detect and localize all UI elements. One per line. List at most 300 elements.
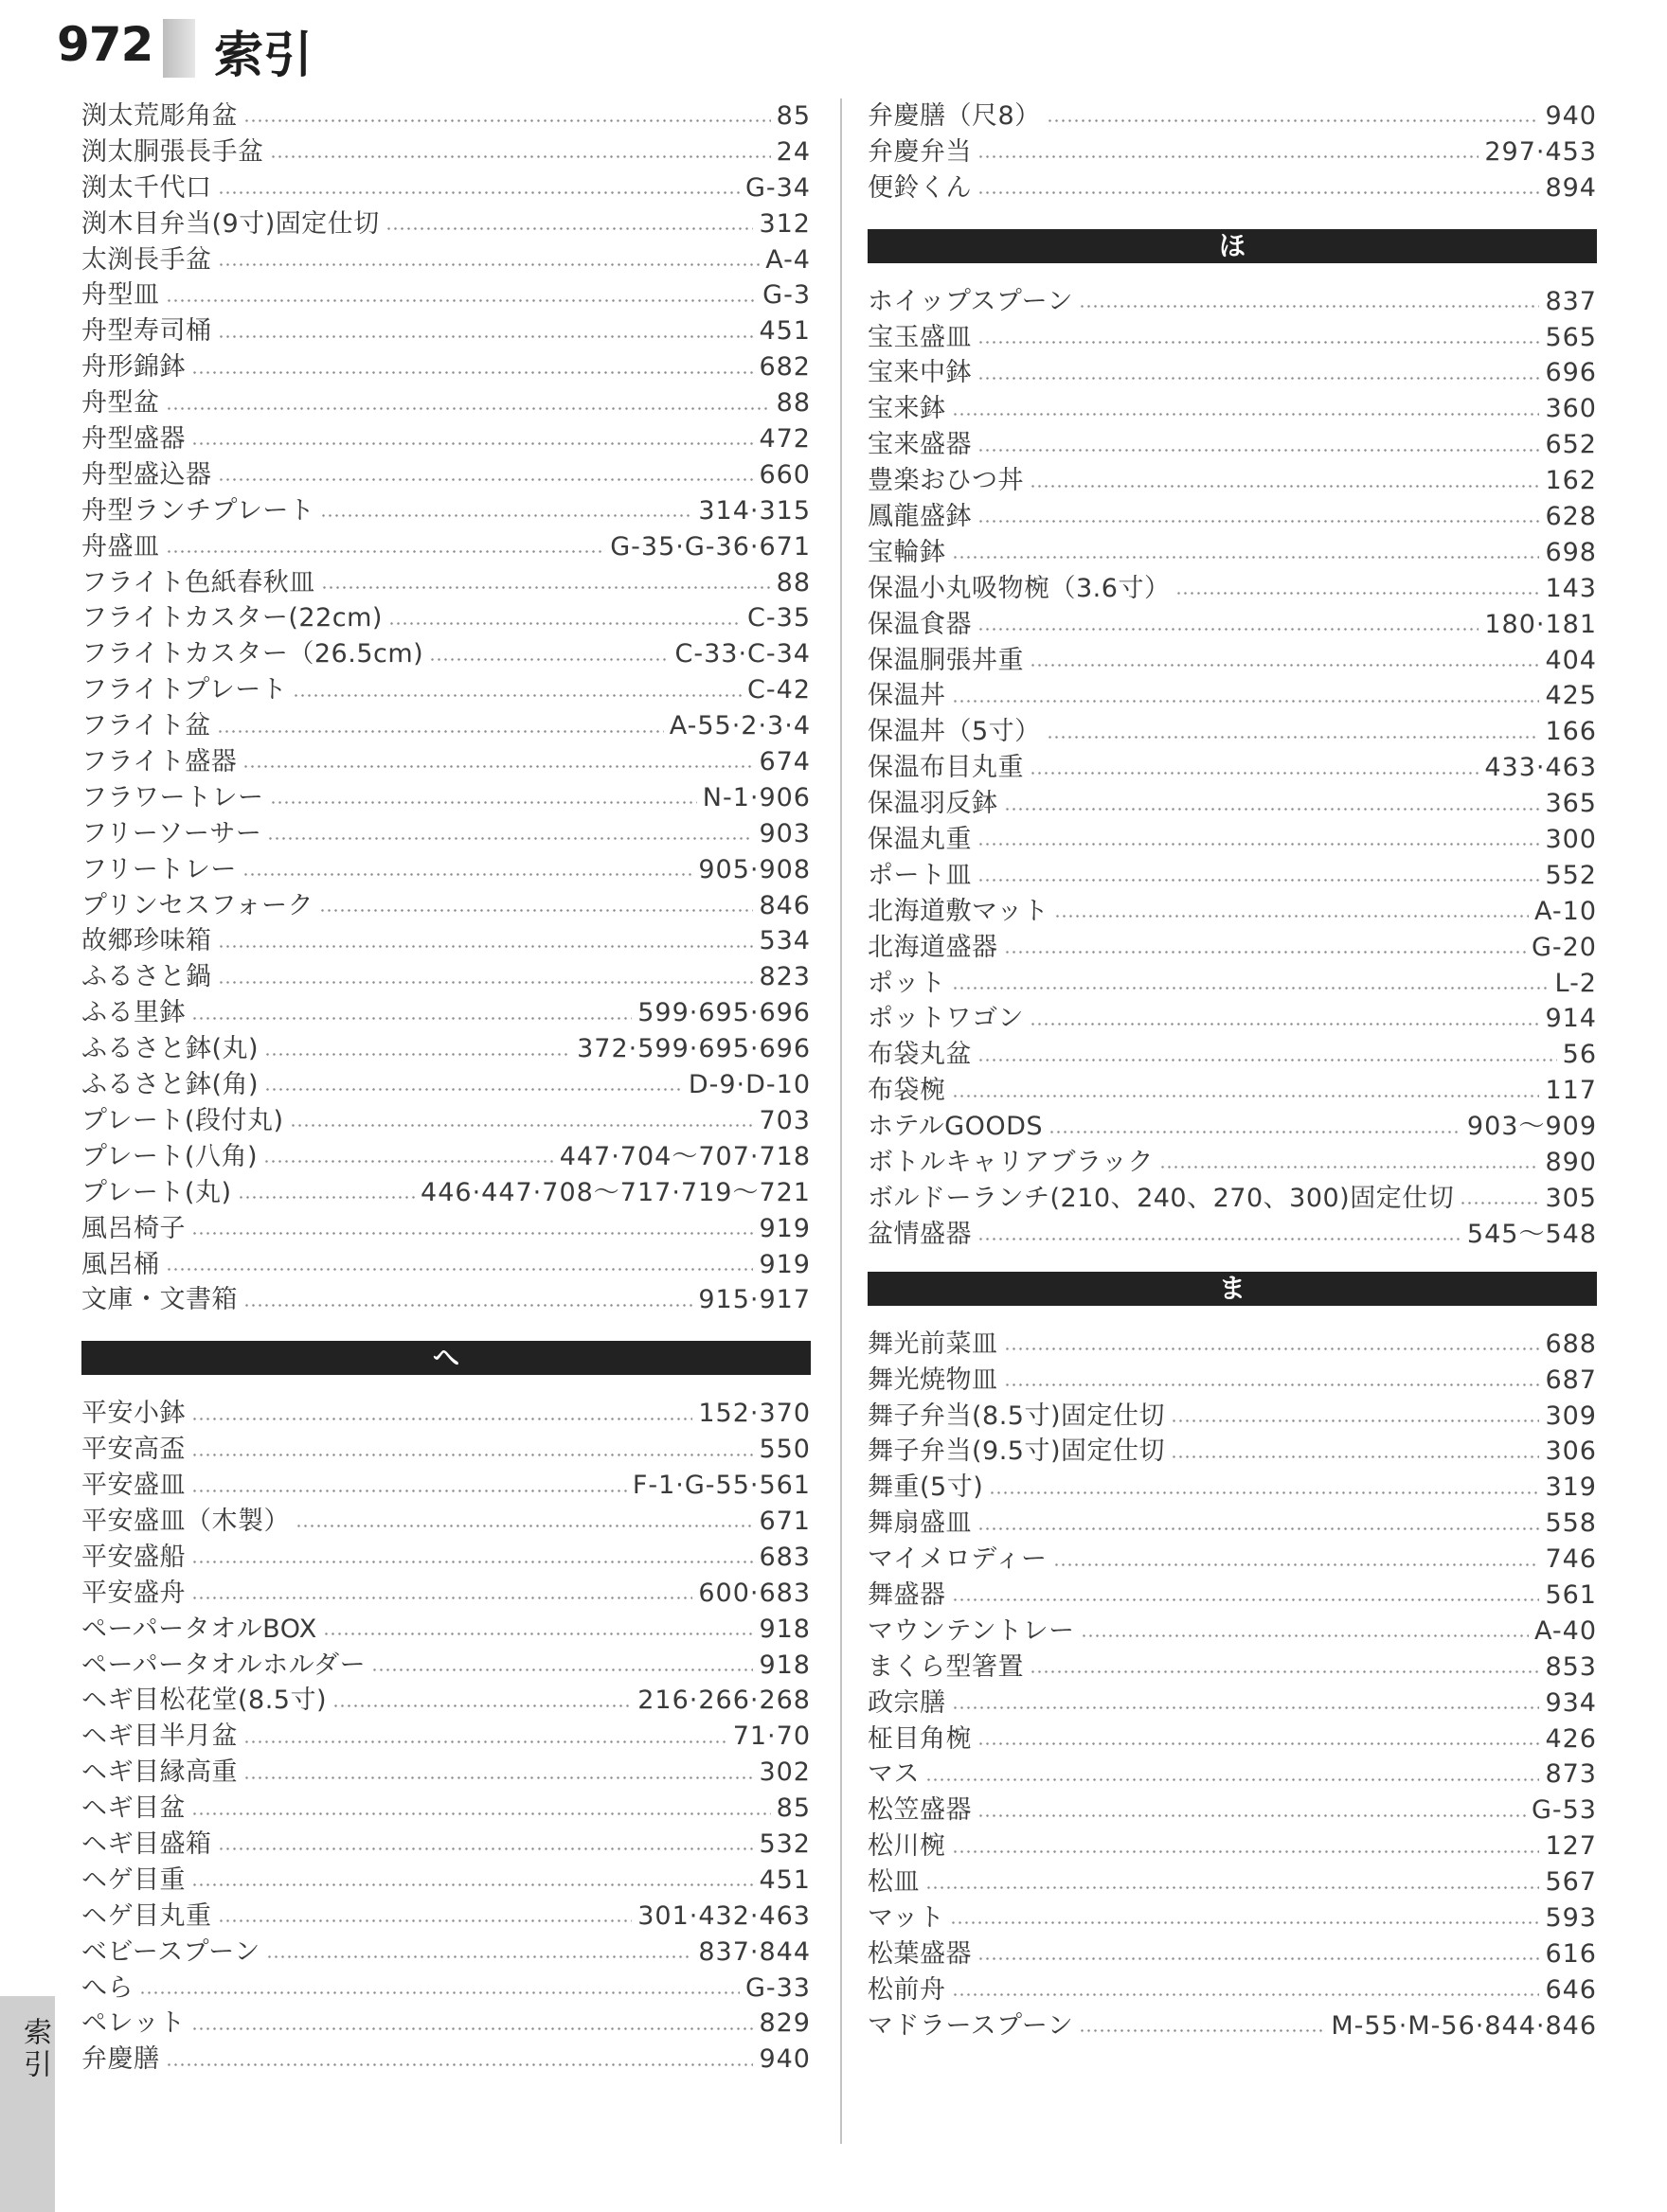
entry-pages: 674 [759, 747, 811, 777]
entry-pages: 56 [1562, 1040, 1597, 1070]
index-entry [81, 98, 811, 134]
entry-pages: 472 [759, 424, 811, 455]
index-entry [868, 1864, 1597, 1900]
entry-name: 豊楽おひつ丼 [868, 466, 1024, 496]
entry-pages: 404 [1545, 645, 1597, 675]
dot-leader [218, 1847, 754, 1850]
index-entry [81, 206, 811, 242]
entry-pages: 746 [1545, 1544, 1597, 1575]
entry-pages: 446·447·708～717·719～721 [421, 1177, 811, 1207]
entry-pages: 903～909 [1466, 1112, 1597, 1142]
entry-pages: 71·70 [732, 1721, 811, 1752]
dot-leader [1030, 485, 1539, 488]
entry-name: ポート皿 [868, 860, 972, 890]
entry-name: 弁慶弁当 [868, 136, 972, 167]
entry-pages: 682 [759, 352, 811, 383]
dot-leader [1004, 808, 1540, 811]
dot-leader [191, 1597, 692, 1599]
entry-name: 北海道敷マット [868, 896, 1049, 926]
entry-name: まくら型箸置 [868, 1651, 1024, 1682]
dot-leader [1049, 1131, 1461, 1133]
entry-list [868, 284, 1597, 1253]
entry-name: ベビースプーン [81, 1936, 260, 1967]
entry-name: ふるさと鉢(角) [81, 1070, 260, 1100]
entry-pages: 545～548 [1466, 1219, 1597, 1249]
entry-name: フリートレー [81, 854, 237, 884]
dot-leader [952, 1706, 1540, 1709]
dot-leader [139, 1991, 740, 1994]
index-entry [868, 1217, 1597, 1253]
index-entry [868, 391, 1597, 427]
entry-name: へら [81, 1972, 134, 2003]
index-entry [81, 1175, 811, 1211]
entry-name: 松笠盛器 [868, 1795, 972, 1826]
entry-pages: 873 [1545, 1759, 1597, 1790]
entry-name: 保温丼 [868, 681, 946, 711]
index-entry [81, 349, 811, 385]
index-entry [81, 529, 811, 565]
entry-name: ヘギ目松花堂(8.5寸) [81, 1686, 328, 1716]
entry-name: 舟型皿 [81, 280, 160, 311]
entry-pages: 696 [1545, 358, 1597, 388]
dot-leader [977, 843, 1539, 846]
dot-leader [166, 2063, 754, 2066]
entry-name: 松前舟 [868, 1974, 946, 2005]
index-entry [868, 822, 1597, 858]
entry-name: 舞盛器 [868, 1579, 946, 1610]
index-entry [81, 1211, 811, 1247]
entry-name: 舟型盛込器 [81, 459, 212, 490]
dot-leader [191, 1017, 632, 1020]
entry-pages: 85 [776, 101, 811, 131]
entry-pages: G-35·G-36·671 [610, 531, 811, 562]
entry-name: プレート(丸) [81, 1177, 232, 1207]
entry-name: 松皿 [868, 1867, 920, 1898]
index-entry [868, 1757, 1597, 1793]
entry-name: 舞子弁当(8.5寸)固定仕切 [868, 1400, 1166, 1431]
dot-leader [191, 442, 753, 445]
entry-pages: 552 [1545, 860, 1597, 890]
entry-pages: 302 [759, 1757, 811, 1788]
index-entry [81, 242, 811, 278]
entry-name: 政宗膳 [868, 1687, 946, 1718]
entry-name: ポット [868, 968, 946, 998]
dot-leader [243, 1304, 692, 1307]
entry-pages: 683 [759, 1542, 811, 1572]
index-entry [868, 427, 1597, 463]
dot-leader [977, 1814, 1526, 1817]
entry-name: 宝来中鉢 [868, 358, 972, 388]
index-entry [868, 966, 1597, 1002]
index-entry [81, 1827, 811, 1863]
entry-pages: 372·599·695·696 [577, 1034, 811, 1064]
entry-name: 風呂椅子 [81, 1213, 186, 1243]
index-entry [81, 959, 811, 995]
entry-name: ペーパータオルホルダー [81, 1650, 367, 1680]
entry-name: マウンテントレー [868, 1615, 1075, 1646]
entry-pages: A-55·2·3·4 [669, 711, 811, 741]
index-entry [868, 463, 1597, 499]
dot-leader [191, 1490, 627, 1492]
entry-name: 舟型寿司桶 [81, 316, 212, 347]
dot-leader [1004, 1347, 1540, 1350]
entry-pages: 117 [1545, 1076, 1597, 1106]
entry-name: 舟型盛器 [81, 424, 186, 455]
dot-leader [243, 1776, 753, 1779]
index-entry [81, 457, 811, 493]
index-entry [81, 1504, 811, 1540]
dot-leader [977, 1957, 1539, 1960]
dot-leader [1171, 1455, 1539, 1458]
entry-pages: 152·370 [698, 1399, 811, 1429]
index-entry [81, 816, 811, 852]
dot-leader [217, 730, 664, 733]
entry-pages: A-4 [765, 244, 811, 275]
index-entry [868, 1650, 1597, 1686]
index-entry [81, 277, 811, 313]
index-entry [81, 1139, 811, 1175]
index-entry [868, 858, 1597, 894]
entry-pages: 567 [1545, 1867, 1597, 1898]
entry-name: 保温羽反鉢 [868, 789, 998, 819]
entry-pages: 88 [776, 567, 811, 598]
index-entry [81, 421, 811, 457]
dot-leader [1047, 119, 1540, 122]
index-entry [868, 170, 1597, 206]
section-header-wrap [868, 206, 1597, 284]
dot-leader [952, 556, 1540, 559]
entry-name: マス [868, 1759, 920, 1790]
dot-leader [218, 945, 754, 948]
dot-leader [218, 191, 740, 194]
entry-name: 宝来盛器 [868, 430, 972, 460]
entry-pages: G-53 [1531, 1795, 1597, 1826]
entry-list [868, 1327, 1597, 2044]
entry-list [868, 98, 1597, 206]
dot-leader [952, 1993, 1540, 1996]
entry-pages: 360 [1545, 394, 1597, 424]
entry-name: 保温丼（5寸） [868, 717, 1041, 747]
index-entry [81, 1576, 811, 1612]
dot-leader [977, 377, 1539, 380]
entry-pages: 846 [759, 890, 811, 920]
entry-name: 保温小丸吸物椀（3.6寸） [868, 573, 1171, 603]
entry-name: フライトカスター(22cm) [81, 603, 383, 633]
entry-name: ペレット [81, 2008, 186, 2039]
index-entry [868, 786, 1597, 822]
index-entry [81, 1863, 811, 1899]
entry-pages: 671 [759, 1506, 811, 1536]
entry-pages: 853 [1545, 1651, 1597, 1682]
entry-name: マドラースプーン [868, 2010, 1074, 2041]
index-entry [868, 98, 1597, 134]
entry-pages: M-55·M-56·844·846 [1331, 2010, 1597, 2041]
index-entry [868, 1793, 1597, 1828]
index-entry [868, 643, 1597, 679]
index-entry [81, 1683, 811, 1719]
index-entry [81, 923, 811, 959]
dot-leader [264, 1088, 683, 1091]
entry-pages: 934 [1545, 1687, 1597, 1718]
index-entry [81, 1031, 811, 1067]
entry-name: ヘゲ目丸重 [81, 1900, 212, 1931]
index-entry [868, 1145, 1597, 1181]
entry-name: 舞光焼物皿 [868, 1365, 998, 1395]
index-entry [868, 1614, 1597, 1650]
dot-leader [1159, 1166, 1539, 1168]
entry-pages: G-3 [762, 280, 811, 311]
entry-name: 平安盛舟 [81, 1578, 186, 1608]
dot-leader [323, 1632, 754, 1635]
entry-pages: 894 [1545, 172, 1597, 203]
index-entry [81, 1648, 811, 1684]
index-entry [868, 1828, 1597, 1864]
index-entry [868, 535, 1597, 571]
index-entry [81, 708, 811, 744]
section-header-he: へ [81, 1341, 811, 1375]
dot-leader [266, 1955, 693, 1958]
entry-pages: 532 [759, 1828, 811, 1859]
entry-pages: 433·463 [1484, 753, 1597, 783]
entry-pages: N-1·906 [702, 782, 811, 812]
section-header-wrap [81, 1318, 811, 1396]
index-entry [81, 780, 811, 816]
entry-pages: 660 [759, 459, 811, 490]
index-entry [81, 1468, 811, 1504]
entry-name: ヘギ目半月盆 [81, 1721, 238, 1752]
dot-leader [977, 1527, 1539, 1530]
dot-leader [296, 1525, 753, 1527]
entry-name: 舟盛皿 [81, 531, 160, 562]
dot-leader [293, 694, 742, 697]
column-divider [840, 98, 842, 2144]
entry-pages: 616 [1545, 1938, 1597, 1969]
entry-name: ボトルキャリアブラック [868, 1148, 1154, 1178]
page-number: 972 [57, 17, 153, 72]
section-header-wrap [868, 1253, 1597, 1327]
page-title: 索引 [214, 27, 314, 84]
entry-name: フライト盛器 [81, 747, 238, 777]
index-entry [81, 1791, 811, 1827]
index-entry [81, 1432, 811, 1468]
index-entry [81, 1396, 811, 1432]
entry-pages: 903 [759, 818, 811, 848]
entry-name: 宝輪鉢 [868, 537, 946, 567]
dot-leader [950, 1921, 1539, 1924]
index-entry [868, 2008, 1597, 2044]
entry-name: 便鈴くん [868, 172, 972, 203]
dot-leader [1047, 736, 1540, 739]
entry-pages: 599·695·696 [637, 998, 811, 1028]
entry-list [81, 98, 811, 1318]
section-header-ma: ま [868, 1272, 1597, 1306]
entry-pages: 451 [759, 1864, 811, 1895]
entry-name: フラワートレー [81, 782, 264, 812]
entry-name: ふるさと鉢(丸) [81, 1034, 260, 1064]
entry-pages: 166 [1545, 717, 1597, 747]
index-entry [81, 852, 811, 888]
index-column-right [868, 98, 1597, 2044]
entry-pages: 143 [1545, 573, 1597, 603]
index-entry [81, 1540, 811, 1576]
entry-name: マイメロディー [868, 1544, 1048, 1575]
entry-name: 平安高盃 [81, 1435, 186, 1465]
entry-name: 舟形錦鉢 [81, 352, 186, 383]
entry-pages: 823 [759, 962, 811, 992]
dot-leader [218, 1919, 633, 1922]
entry-name: ふるさと鍋 [81, 962, 212, 992]
entry-pages: 688 [1545, 1329, 1597, 1359]
index-entry [81, 636, 811, 672]
entry-pages: 127 [1545, 1831, 1597, 1862]
dot-leader [166, 1268, 754, 1271]
entry-pages: 301·432·463 [637, 1900, 811, 1931]
dot-leader [952, 413, 1540, 416]
dot-leader [388, 622, 742, 625]
entry-name: 渕太千代口 [81, 172, 212, 203]
entry-name: 太渕長手盆 [81, 244, 212, 275]
entry-name: 舞扇盛皿 [868, 1508, 972, 1539]
dot-leader [371, 1668, 753, 1671]
entry-name: 宝玉盛皿 [868, 322, 972, 352]
entry-pages: A-40 [1534, 1615, 1597, 1646]
entry-pages: 593 [1545, 1902, 1597, 1933]
entry-name: フライトカスター（26.5cm) [81, 639, 424, 669]
dot-leader [218, 981, 754, 984]
index-entry [81, 565, 811, 601]
entry-pages: 447·704～707·718 [559, 1141, 811, 1171]
index-entry [868, 1181, 1597, 1217]
entry-name: ヘギ目盆 [81, 1793, 186, 1824]
entry-name: 宝来鉢 [868, 394, 946, 424]
dot-leader [242, 873, 692, 876]
index-entry [868, 894, 1597, 930]
entry-pages: G-33 [744, 1972, 811, 2003]
index-entry [81, 2042, 811, 2078]
dot-leader [925, 1886, 1539, 1889]
dot-leader [267, 837, 753, 840]
dot-leader [977, 1059, 1557, 1061]
index-entry [868, 930, 1597, 966]
entry-pages: 180·181 [1484, 609, 1597, 639]
entry-name: 鳳龍盛鉢 [868, 502, 972, 532]
entry-name: ふる里鉢 [81, 998, 186, 1028]
index-column-left [81, 98, 811, 2078]
entry-name: ヘギ目縁高重 [81, 1757, 238, 1788]
entry-name: 布袋椀 [868, 1076, 946, 1106]
entry-pages: 216·266·268 [637, 1686, 811, 1716]
index-entry [868, 1506, 1597, 1542]
entry-pages: C-42 [747, 675, 811, 705]
entry-name: フライト色紙春秋皿 [81, 567, 315, 598]
entry-name: 舟型盆 [81, 388, 160, 419]
entry-pages: 314·315 [698, 495, 811, 526]
entry-name: ポットワゴン [868, 1004, 1024, 1034]
dot-leader [977, 155, 1479, 158]
entry-pages: 312 [759, 208, 811, 239]
side-tab-label: 索引 [18, 2017, 51, 2081]
index-entry [81, 744, 811, 780]
dot-leader [977, 449, 1539, 452]
entry-pages: 300 [1545, 825, 1597, 855]
index-entry [868, 678, 1597, 714]
entry-name: 文庫・文書箱 [81, 1285, 238, 1315]
entry-pages: G-20 [1531, 932, 1597, 962]
entry-pages: 305 [1545, 1183, 1597, 1213]
dot-leader [952, 1850, 1540, 1853]
dot-leader [218, 478, 754, 481]
dot-leader [166, 407, 771, 410]
entry-name: 平安盛船 [81, 1542, 186, 1572]
entry-name: 松川椀 [868, 1831, 946, 1862]
entry-pages: 561 [1545, 1579, 1597, 1610]
entry-pages: 829 [759, 2008, 811, 2039]
index-entry [868, 1037, 1597, 1073]
dot-leader [977, 628, 1479, 631]
index-entry [81, 1719, 811, 1755]
dot-leader [218, 335, 754, 338]
entry-pages: 918 [759, 1614, 811, 1644]
dot-leader [977, 1742, 1539, 1745]
entry-pages: 652 [1545, 430, 1597, 460]
dot-leader [1030, 1670, 1539, 1673]
dot-leader [166, 299, 758, 302]
dot-leader [1171, 1419, 1539, 1422]
entry-name: フライトプレート [81, 675, 288, 705]
entry-name: 盆情盛器 [868, 1219, 972, 1249]
entry-pages: 837·844 [698, 1936, 811, 1967]
entry-pages: 558 [1545, 1508, 1597, 1539]
index-entry [81, 493, 811, 529]
entry-pages: 918 [759, 1650, 811, 1680]
entry-name: ホテルGOODS [868, 1112, 1044, 1142]
entry-pages: 940 [1545, 101, 1597, 131]
entry-pages: 687 [1545, 1365, 1597, 1395]
dot-leader [270, 155, 771, 158]
dot-leader [1004, 1383, 1540, 1386]
index-entry [81, 134, 811, 170]
dot-leader [977, 191, 1539, 194]
dot-leader [1004, 951, 1526, 954]
dot-leader [191, 1418, 692, 1420]
index-entry [868, 571, 1597, 607]
entry-pages: D-9·D-10 [688, 1070, 811, 1100]
entry-name: 故郷珍味箱 [81, 926, 212, 956]
dot-leader [952, 700, 1540, 703]
dot-leader [989, 1491, 1539, 1494]
entry-pages: 451 [759, 316, 811, 347]
index-entry [868, 607, 1597, 643]
entry-name: 平安小鉢 [81, 1399, 186, 1429]
entry-pages: 940 [759, 2044, 811, 2075]
entry-list [81, 1396, 811, 2078]
entry-name: 松葉盛器 [868, 1938, 972, 1969]
dot-leader [243, 119, 771, 122]
entry-name: 布袋丸盆 [868, 1040, 972, 1070]
dot-leader [429, 658, 669, 661]
index-entry [868, 1578, 1597, 1614]
dot-leader [1030, 772, 1479, 775]
dot-leader [385, 227, 754, 230]
entry-pages: 426 [1545, 1723, 1597, 1754]
index-entry [81, 888, 811, 924]
dot-leader [1054, 915, 1529, 918]
dot-leader [290, 1124, 754, 1127]
dot-leader [191, 1812, 771, 1815]
entry-pages: 905·908 [698, 854, 811, 884]
index-entry [81, 170, 811, 206]
entry-name: プリンセスフォーク [81, 890, 314, 920]
